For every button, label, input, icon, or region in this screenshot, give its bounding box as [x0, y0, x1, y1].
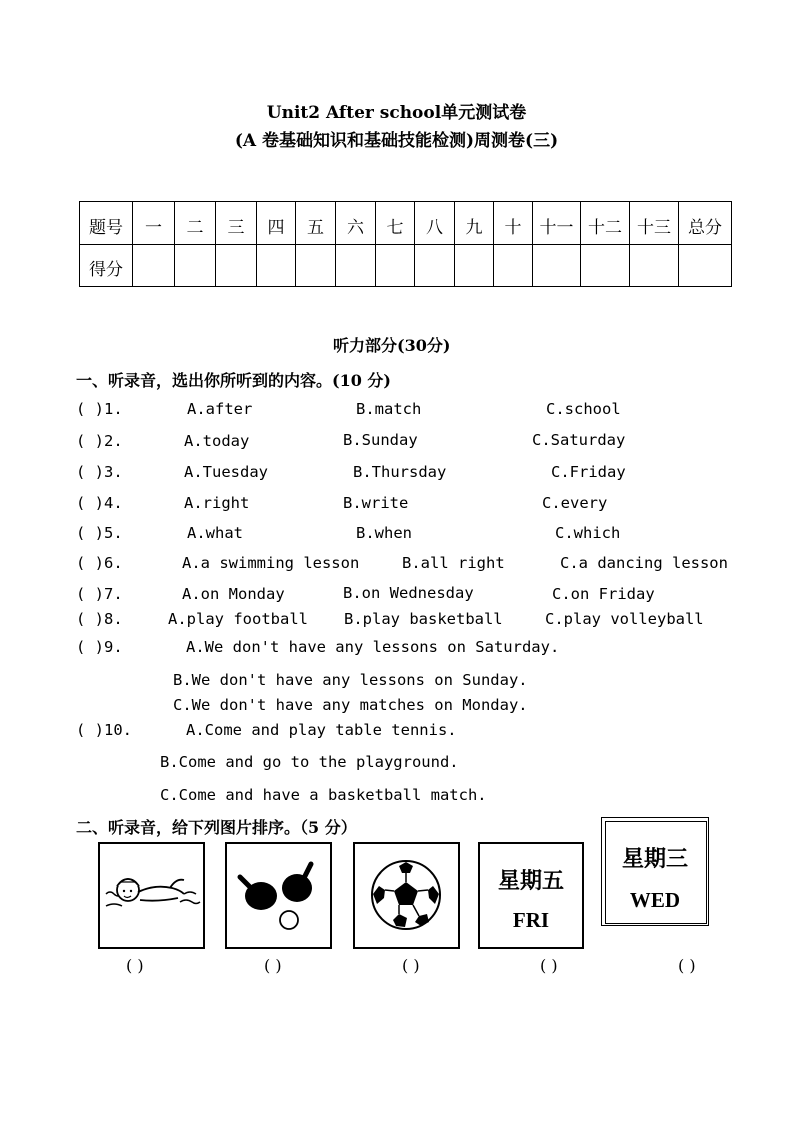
question-6-option-c: C.a dancing lesson [560, 554, 728, 572]
listening-heading: 听力部分(30分) [333, 336, 451, 355]
answer-blank-5[interactable]: ( ) [678, 956, 696, 975]
question-1-prefix: ( )1. [76, 400, 123, 418]
score-cell[interactable] [133, 244, 175, 287]
question-3-option-b: B.Thursday [353, 463, 447, 481]
question-5-option-c: C.which [555, 524, 621, 542]
card-weekday-cn: 星期三 [621, 847, 688, 872]
score-cell[interactable] [175, 244, 216, 287]
score-cell[interactable] [336, 244, 376, 287]
card-weekday-en: WED [629, 888, 681, 912]
table-cell: 题号 [80, 202, 133, 245]
picture-card-swimming [98, 842, 205, 949]
picture-card-table-tennis [225, 842, 332, 949]
score-table-score-row [80, 244, 732, 287]
section1-title: 一、听录音，选出你所听到的内容。(10 分) [76, 371, 391, 390]
question-2-option-a: A.today [184, 432, 250, 450]
answer-blank-1[interactable]: ( ) [126, 956, 144, 975]
question-1-option-c: C.school [546, 400, 621, 418]
score-cell[interactable] [415, 244, 455, 287]
question-2-option-b: B.Sunday [343, 431, 418, 449]
football-icon [355, 844, 458, 947]
table-cell: 三 [216, 202, 257, 245]
question-8-prefix: ( )8. [76, 610, 123, 628]
table-cell: 一 [133, 202, 175, 245]
question-7-option-c: C.on Friday [552, 585, 655, 603]
answer-blank-3[interactable]: ( ) [402, 956, 420, 975]
score-cell[interactable] [494, 244, 533, 287]
question-1-option-a: A.after [187, 400, 253, 418]
question-5-option-b: B.when [356, 524, 412, 542]
table-cell: 十 [494, 202, 533, 245]
picture-card-wednesday [601, 817, 709, 926]
answer-blank-4[interactable]: ( ) [540, 956, 558, 975]
score-cell[interactable] [679, 244, 732, 287]
score-cell[interactable] [455, 244, 494, 287]
question-2-prefix: ( )2. [76, 432, 123, 450]
question-5-prefix: ( )5. [76, 524, 123, 542]
table-cell: 八 [415, 202, 455, 245]
page-subtitle: (A 卷基础知识和基础技能检测)周测卷(三) [234, 131, 559, 151]
question-6-option-a: A.a swimming lesson [182, 554, 360, 572]
question-4-option-a: A.right [184, 494, 250, 512]
table-cell: 二 [175, 202, 216, 245]
card-weekday-cn: 星期五 [497, 869, 564, 894]
score-cell[interactable] [216, 244, 257, 287]
table-cell: 七 [376, 202, 415, 245]
swimmer-icon [100, 844, 203, 947]
table-cell: 十一 [533, 202, 581, 245]
table-cell: 九 [455, 202, 494, 245]
question-4-option-b: B.write [343, 494, 409, 512]
question-10-prefix: ( )10. [76, 721, 132, 739]
picture-card-football [353, 842, 460, 949]
question-7-option-b: B.on Wednesday [343, 584, 474, 602]
question-9-option-b: B.We don't have any lessons on Sunday. [173, 671, 528, 689]
question-10-option-c: C.Come and have a basketball match. [160, 786, 487, 804]
question-7-prefix: ( )7. [76, 585, 123, 603]
section2-title: 二、听录音，给下列图片排序。（5 分） [76, 818, 357, 837]
score-cell[interactable] [376, 244, 415, 287]
table-cell: 总分 [679, 202, 732, 245]
picture-card-friday [478, 842, 584, 949]
score-cell[interactable] [257, 244, 296, 287]
table-cell: 四 [257, 202, 296, 245]
question-8-option-a: A.play football [168, 610, 308, 628]
table-cell: 得分 [80, 244, 133, 287]
page-title: Unit2 After school单元测试卷 [266, 103, 527, 123]
table-cell: 六 [336, 202, 376, 245]
question-9-prefix: ( )9. [76, 638, 123, 656]
question-3-option-c: C.Friday [551, 463, 626, 481]
table-cell: 十二 [581, 202, 630, 245]
question-10-option-b: B.Come and go to the playground. [160, 753, 459, 771]
card-weekday-en: FRI [512, 908, 550, 932]
answer-blank-2[interactable]: ( ) [264, 956, 282, 975]
score-cell[interactable] [630, 244, 679, 287]
table-tennis-icon [227, 844, 330, 947]
score-table [79, 201, 732, 287]
question-4-option-c: C.every [542, 494, 608, 512]
question-5-option-a: A.what [187, 524, 243, 542]
question-6-option-b: B.all right [402, 554, 505, 572]
score-cell[interactable] [533, 244, 581, 287]
question-3-prefix: ( )3. [76, 463, 123, 481]
score-table-header-row [80, 202, 732, 245]
question-4-prefix: ( )4. [76, 494, 123, 512]
table-cell: 五 [296, 202, 336, 245]
question-1-option-b: B.match [356, 400, 422, 418]
question-7-option-a: A.on Monday [182, 585, 285, 603]
score-cell[interactable] [581, 244, 630, 287]
score-cell[interactable] [296, 244, 336, 287]
question-6-prefix: ( )6. [76, 554, 123, 572]
question-2-option-c: C.Saturday [532, 431, 626, 449]
question-10-option-a: A.Come and play table tennis. [186, 721, 457, 739]
table-cell: 十三 [630, 202, 679, 245]
question-9-option-a: A.We don't have any lessons on Saturday. [186, 638, 560, 656]
question-8-option-c: C.play volleyball [545, 610, 704, 628]
question-9-option-c: C.We don't have any matches on Monday. [173, 696, 528, 714]
question-3-option-a: A.Tuesday [184, 463, 268, 481]
question-8-option-b: B.play basketball [344, 610, 503, 628]
